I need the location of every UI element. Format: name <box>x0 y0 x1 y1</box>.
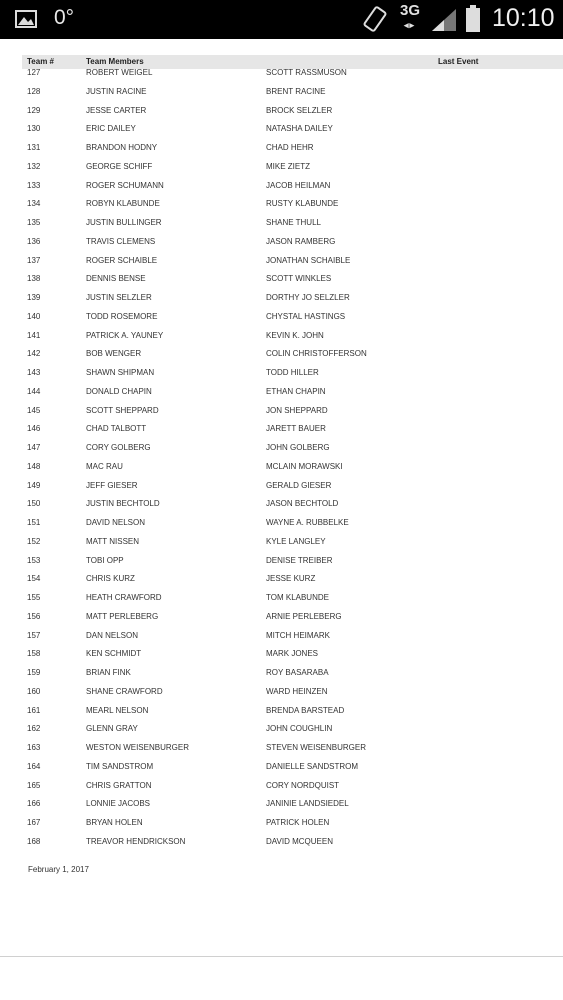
team-member-1-cell: CORY GOLBERG <box>86 443 151 452</box>
table-row <box>0 589 563 608</box>
team-number-cell: 148 <box>27 461 41 471</box>
team-member-1-cell: JUSTIN BULLINGER <box>86 218 162 227</box>
team-member-1-cell: LONNIE JACOBS <box>86 799 151 809</box>
team-member-2-cell: SCOTT RASSMUSON <box>266 68 347 77</box>
team-number-cell: 154 <box>27 574 41 584</box>
team-number-cell: 139 <box>27 293 41 302</box>
team-member-2-cell: DANIELLE SANDSTROM <box>266 761 359 771</box>
team-member-2-cell: COLIN CHRISTOFFERSON <box>266 349 367 359</box>
team-member-2-cell: JESSE KURZ <box>266 574 316 584</box>
team-number-cell: 152 <box>27 536 41 546</box>
temperature-text: 0° <box>54 6 75 29</box>
team-member-1-cell: TODD ROSEMORE <box>86 311 158 321</box>
team-member-1-cell: CHAD TALBOTT <box>86 424 147 434</box>
table-row <box>0 683 563 702</box>
team-member-2-cell: MCLAIN MORAWSKI <box>266 461 343 471</box>
team-member-2-cell: JON SHEPPARD <box>266 405 328 415</box>
team-member-2-cell: CORY NORDQUIST <box>266 780 340 790</box>
table-row <box>0 214 563 233</box>
team-number-cell: 162 <box>27 724 41 734</box>
team-member-1-cell: DAVID NELSON <box>86 518 145 527</box>
team-number-cell: 168 <box>27 836 41 846</box>
team-member-2-cell: DENISE TREIBER <box>266 555 333 565</box>
team-member-1-cell: ROBERT WEIGEL <box>86 68 153 77</box>
team-member-1-cell: GLENN GRAY <box>86 724 138 734</box>
team-number-cell: 147 <box>27 443 41 452</box>
team-member-2-cell: PATRICK HOLEN <box>266 818 330 827</box>
data-activity-arrows-icon: ◂▸ <box>404 20 416 30</box>
team-member-1-cell: BRANDON HODNY <box>86 143 158 152</box>
table-row <box>0 64 563 83</box>
table-row <box>0 252 563 271</box>
table-row <box>0 720 563 739</box>
team-number-cell: 141 <box>27 330 41 340</box>
team-member-1-cell: ERIC DAILEY <box>86 124 136 134</box>
team-member-1-cell: HEATH CRAWFORD <box>86 593 162 602</box>
team-member-2-cell: JOHN COUGHLIN <box>266 724 333 734</box>
signal-strength-icon <box>430 7 458 31</box>
team-member-2-cell: TOM KLABUNDE <box>266 593 329 602</box>
team-member-2-cell: ROY BASARABA <box>266 668 329 677</box>
team-member-1-cell: GEORGE SCHIFF <box>86 161 153 171</box>
team-number-cell: 165 <box>27 780 41 790</box>
team-number-cell: 127 <box>27 68 41 77</box>
team-member-2-cell: MARK JONES <box>266 649 319 659</box>
team-number-cell: 130 <box>27 124 41 134</box>
table-row <box>0 702 563 721</box>
team-number-cell: 136 <box>27 236 41 246</box>
table-row <box>0 495 563 514</box>
team-member-1-cell: TRAVIS CLEMENS <box>86 236 156 246</box>
table-row <box>0 420 563 439</box>
team-member-2-cell: BRENT RACINE <box>266 86 326 96</box>
team-member-1-cell: MATT NISSEN <box>86 536 140 546</box>
team-member-1-cell: SHAWN SHIPMAN <box>86 368 155 377</box>
table-row <box>0 102 563 121</box>
team-number-cell: 150 <box>27 499 41 509</box>
report-date: February 1, 2017 <box>28 865 89 874</box>
team-member-2-cell: MITCH HEIMARK <box>266 630 330 640</box>
team-number-cell: 134 <box>27 199 41 209</box>
team-number-cell: 151 <box>27 518 41 527</box>
table-row <box>0 364 563 383</box>
table-row <box>0 664 563 683</box>
table-row <box>0 233 563 252</box>
team-number-cell: 129 <box>27 105 41 115</box>
team-member-2-cell: JASON BECHTOLD <box>266 499 339 509</box>
table-row <box>0 327 563 346</box>
team-member-2-cell: TODD HILLER <box>266 368 319 377</box>
team-member-2-cell: DAVID MCQUEEN <box>266 836 333 846</box>
team-member-2-cell: NATASHA DAILEY <box>266 124 333 134</box>
team-member-2-cell: CHAD HEHR <box>266 143 314 152</box>
team-member-1-cell: JESSE CARTER <box>86 105 147 115</box>
team-member-1-cell: DONALD CHAPIN <box>86 386 152 396</box>
table-row <box>0 139 563 158</box>
team-member-1-cell: ROGER SCHAIBLE <box>86 255 158 265</box>
team-member-2-cell: CHYSTAL HASTINGS <box>266 311 346 321</box>
team-member-2-cell: GERALD GIESER <box>266 480 332 490</box>
team-member-1-cell: PATRICK A. YAUNEY <box>86 330 164 340</box>
team-number-cell: 160 <box>27 686 41 696</box>
table-row <box>0 608 563 627</box>
table-row <box>0 477 563 496</box>
team-number-cell: 164 <box>27 761 41 771</box>
team-member-1-cell: JUSTIN SELZLER <box>86 293 152 302</box>
table-row <box>0 120 563 139</box>
table-row <box>0 289 563 308</box>
team-number-cell: 159 <box>27 668 41 677</box>
team-member-1-cell: SHANE CRAWFORD <box>86 686 163 696</box>
page-divider <box>0 956 563 957</box>
team-member-2-cell: ARNIE PERLEBERG <box>266 611 342 621</box>
team-member-2-cell: SHANE THULL <box>266 218 321 227</box>
team-member-2-cell: RUSTY KLABUNDE <box>266 199 339 209</box>
team-member-2-cell: DORTHY JO SELZLER <box>266 293 350 302</box>
team-number-cell: 135 <box>27 218 41 227</box>
team-number-cell: 131 <box>27 143 41 152</box>
table-row <box>0 533 563 552</box>
table-row <box>0 514 563 533</box>
team-member-2-cell: JONATHAN SCHAIBLE <box>266 255 351 265</box>
table-row <box>0 158 563 177</box>
team-number-cell: 144 <box>27 386 41 396</box>
battery-icon <box>465 5 481 33</box>
team-member-1-cell: TOBI OPP <box>86 555 124 565</box>
table-row <box>0 383 563 402</box>
team-member-2-cell: JOHN GOLBERG <box>266 443 330 452</box>
network-type-text: 3G <box>400 2 421 19</box>
column-header-team-members: Team Members <box>86 57 144 66</box>
team-member-2-cell: WARD HEINZEN <box>266 686 328 696</box>
team-member-2-cell: JANINIE LANDSIEDEL <box>266 799 349 809</box>
team-number-cell: 140 <box>27 311 41 321</box>
team-number-cell: 166 <box>27 799 41 809</box>
team-number-cell: 142 <box>27 349 41 359</box>
team-number-cell: 155 <box>27 593 41 602</box>
team-member-1-cell: MAC RAU <box>86 461 123 471</box>
column-header-team-number: Team # <box>27 57 54 66</box>
team-member-1-cell: DENNIS BENSE <box>86 274 146 284</box>
team-table-body <box>0 64 563 852</box>
team-member-1-cell: ROGER SCHUMANN <box>86 180 164 190</box>
team-member-1-cell: WESTON WEISENBURGER <box>86 743 189 752</box>
screen-rotation-icon <box>362 6 388 32</box>
table-row <box>0 270 563 289</box>
table-row <box>0 795 563 814</box>
team-number-cell: 149 <box>27 480 41 490</box>
table-row <box>0 402 563 421</box>
team-member-1-cell: BOB WENGER <box>86 349 142 359</box>
table-row <box>0 458 563 477</box>
team-member-1-cell: TIM SANDSTROM <box>86 761 154 771</box>
team-number-cell: 138 <box>27 274 41 284</box>
team-member-1-cell: MEARL NELSON <box>86 705 149 715</box>
table-row <box>0 739 563 758</box>
table-row <box>0 308 563 327</box>
status-bar <box>0 0 563 39</box>
team-number-cell: 137 <box>27 255 41 265</box>
team-member-2-cell: SCOTT WINKLES <box>266 274 332 284</box>
team-member-1-cell: JUSTIN BECHTOLD <box>86 499 160 509</box>
column-header-last-event: Last Event <box>438 57 479 66</box>
team-member-2-cell: BRENDA BARSTEAD <box>266 705 345 715</box>
table-row <box>0 439 563 458</box>
team-member-1-cell: JUSTIN RACINE <box>86 86 147 96</box>
table-row <box>0 552 563 571</box>
table-row <box>0 833 563 852</box>
team-number-cell: 153 <box>27 555 41 565</box>
network-type-indicator <box>400 4 420 32</box>
team-member-1-cell: MATT PERLEBERG <box>86 611 159 621</box>
team-member-1-cell: SCOTT SHEPPARD <box>86 405 159 415</box>
team-member-2-cell: JASON RAMBERG <box>266 236 336 246</box>
team-member-1-cell: TREAVOR HENDRICKSON <box>86 836 186 846</box>
table-row <box>0 814 563 833</box>
table-row <box>0 570 563 589</box>
team-member-1-cell: CHRIS GRATTON <box>86 780 152 790</box>
table-row <box>0 777 563 796</box>
table-row <box>0 345 563 364</box>
table-row <box>0 195 563 214</box>
team-member-2-cell: ETHAN CHAPIN <box>266 386 326 396</box>
team-member-2-cell: STEVEN WEISENBURGER <box>266 743 367 752</box>
table-row <box>0 645 563 664</box>
team-number-cell: 145 <box>27 405 41 415</box>
team-member-2-cell: KEVIN K. JOHN <box>266 330 324 340</box>
team-member-1-cell: BRIAN FINK <box>86 668 131 677</box>
team-number-cell: 156 <box>27 611 41 621</box>
image-notification-icon <box>15 10 37 28</box>
team-member-1-cell: JEFF GIESER <box>86 480 138 490</box>
team-member-1-cell: CHRIS KURZ <box>86 574 135 584</box>
team-number-cell: 163 <box>27 743 41 752</box>
team-number-cell: 133 <box>27 180 41 190</box>
team-number-cell: 161 <box>27 705 41 715</box>
table-row <box>0 758 563 777</box>
team-member-2-cell: JARETT BAUER <box>266 424 326 434</box>
team-member-1-cell: ROBYN KLABUNDE <box>86 199 160 209</box>
team-number-cell: 167 <box>27 818 41 827</box>
clock-text: 10:10 <box>492 4 555 32</box>
team-member-2-cell: JACOB HEILMAN <box>266 180 331 190</box>
team-member-2-cell: BROCK SELZLER <box>266 105 333 115</box>
table-row <box>0 177 563 196</box>
team-number-cell: 143 <box>27 368 41 377</box>
table-row <box>0 627 563 646</box>
team-number-cell: 158 <box>27 649 41 659</box>
team-number-cell: 146 <box>27 424 41 434</box>
team-number-cell: 128 <box>27 86 41 96</box>
team-member-1-cell: DAN NELSON <box>86 630 139 640</box>
team-member-2-cell: KYLE LANGLEY <box>266 536 326 546</box>
team-member-2-cell: MIKE ZIETZ <box>266 161 310 171</box>
team-member-1-cell: KEN SCHMIDT <box>86 649 142 659</box>
team-number-cell: 132 <box>27 161 41 171</box>
team-member-1-cell: BRYAN HOLEN <box>86 818 143 827</box>
team-member-2-cell: WAYNE A. RUBBELKE <box>266 518 349 527</box>
table-row <box>0 83 563 102</box>
team-number-cell: 157 <box>27 630 41 640</box>
